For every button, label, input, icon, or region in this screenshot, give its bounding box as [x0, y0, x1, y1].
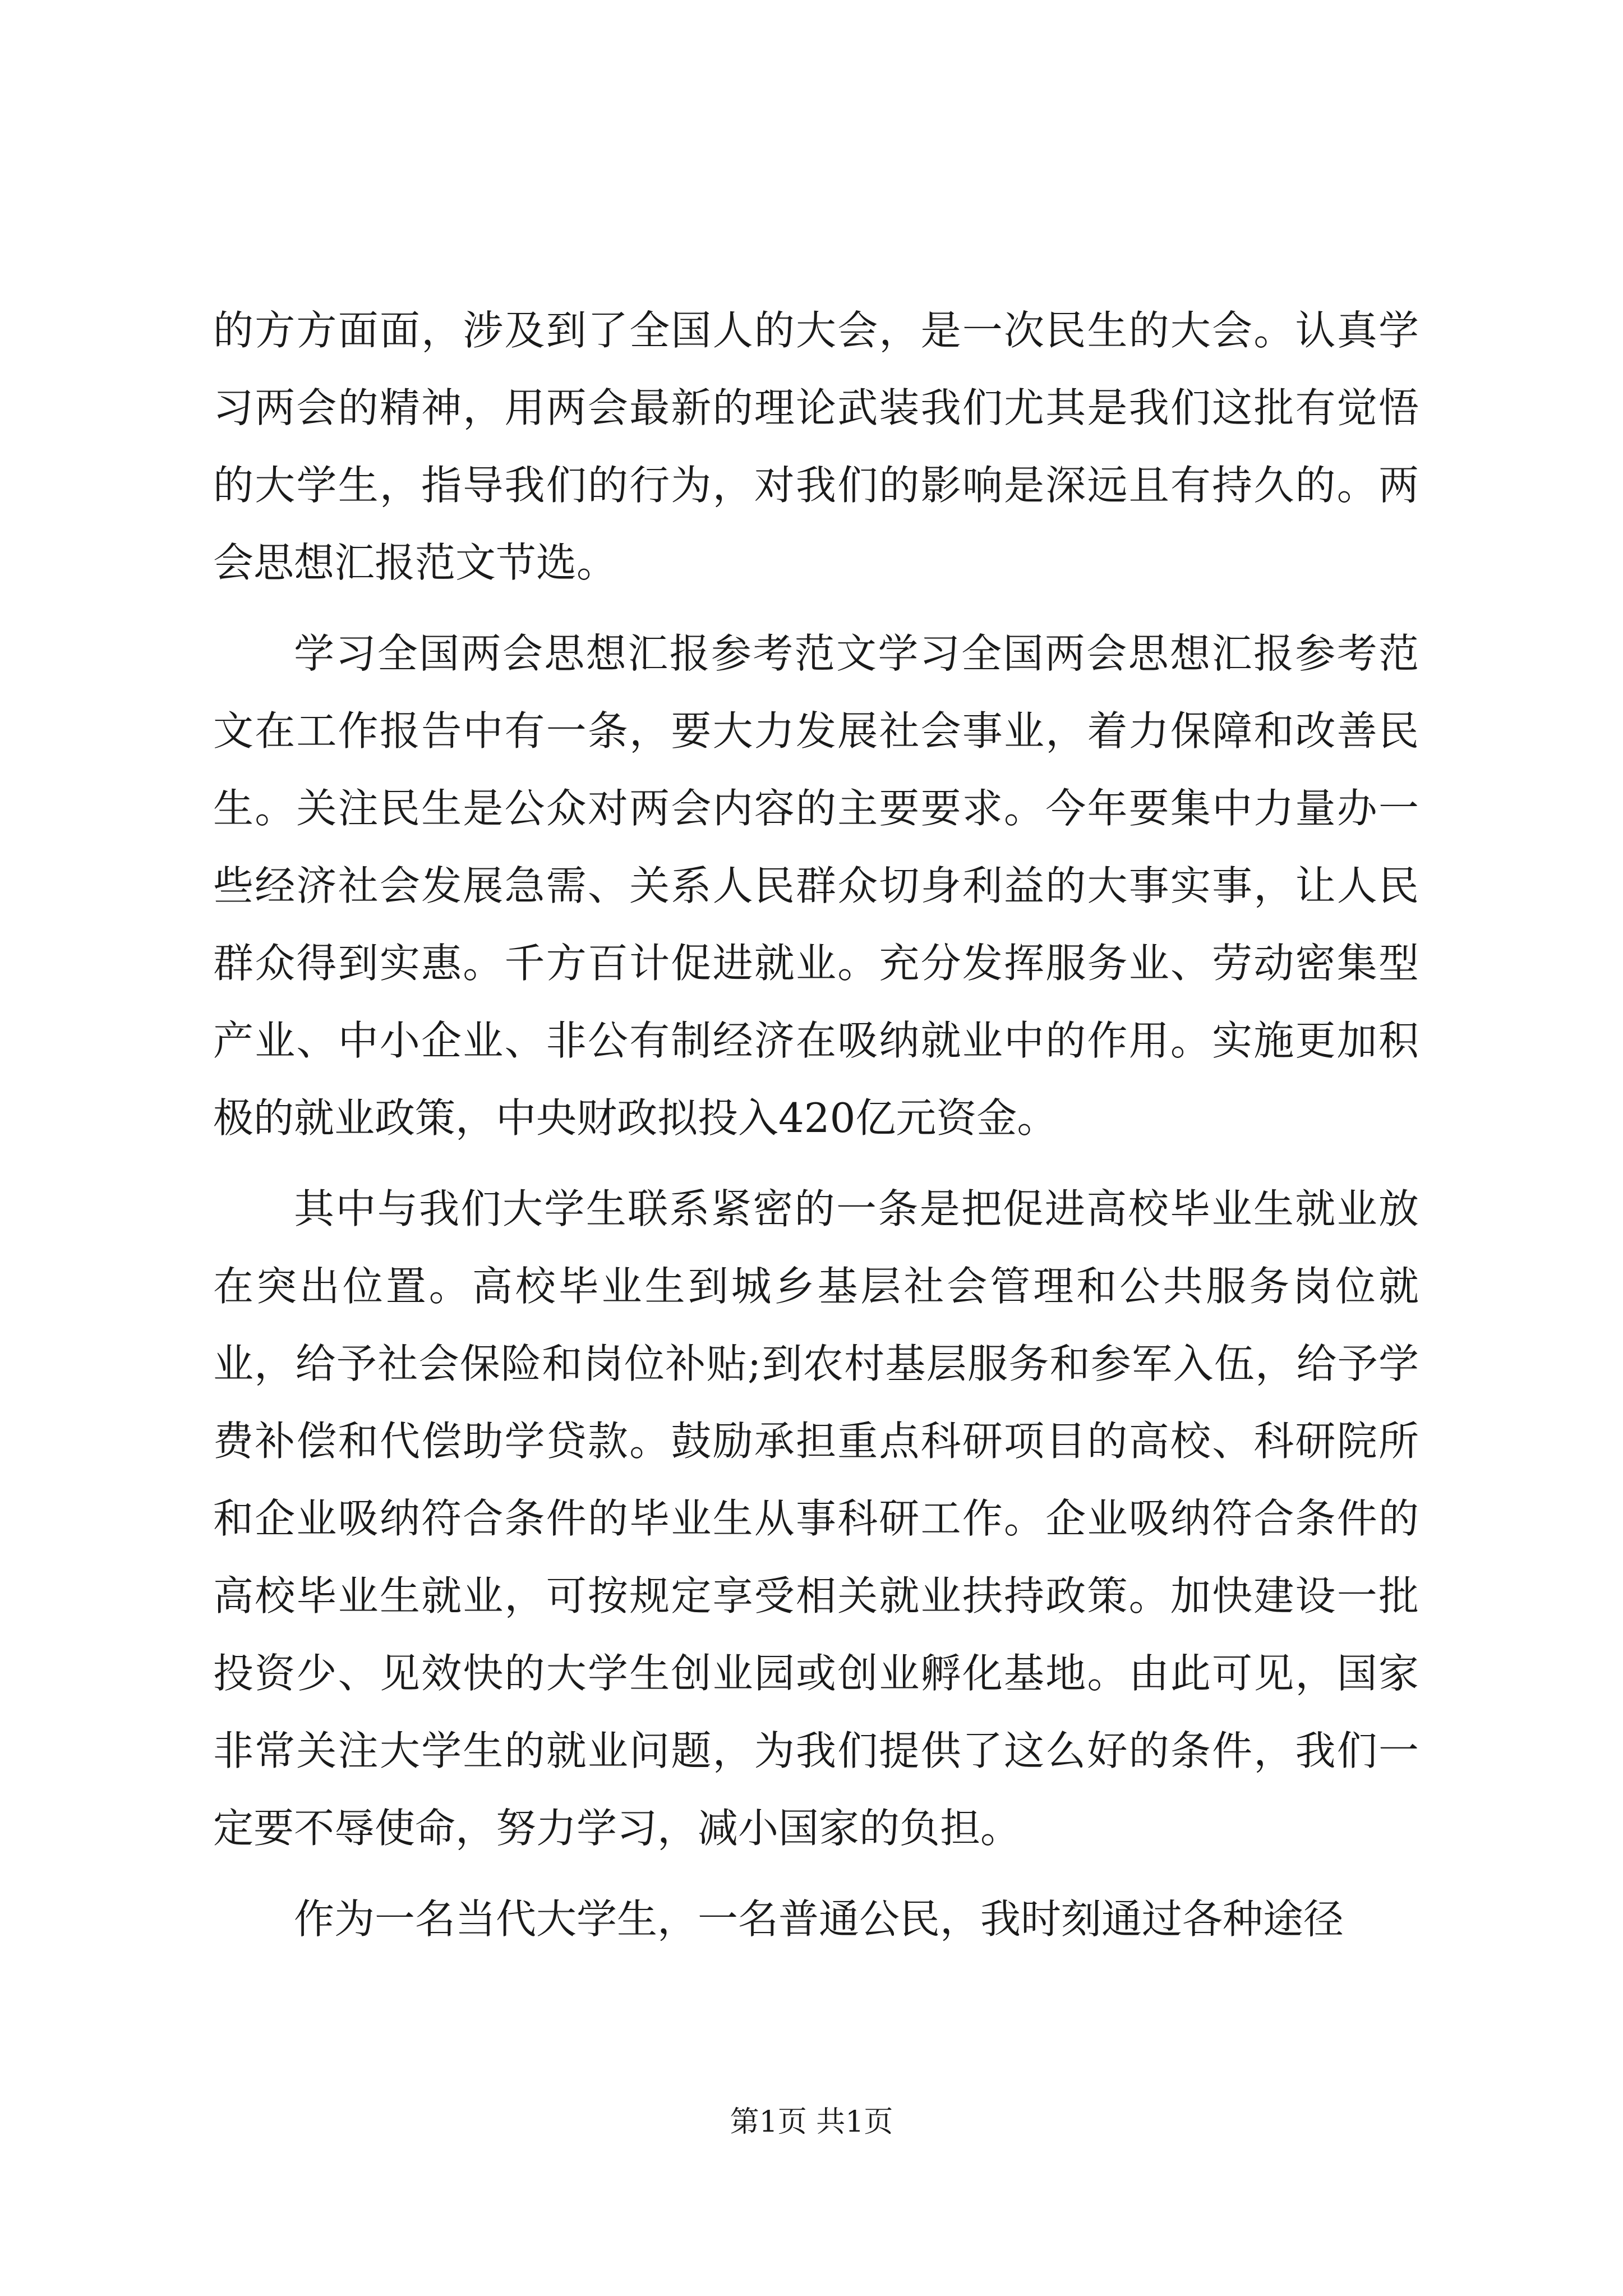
paragraph-2: 学习全国两会思想汇报参考范文学习全国两会思想汇报参考范文在工作报告中有一条，要大力发展社会事业，着力保障和改善民生。关注民生是公众对两会内容的主要要求。今年要集中力量办一些经济社会发展急需、关系人民群众切身利益的大事实事，让人民群众得到实惠。千方百计促进就业。充分发挥服务业、劳动密集型产业、中小企业、非公有制经济在吸纳就业中的作用。实施更加积极的就业政策，中央财政拟投入420亿元资金。 [213, 630, 1419, 1142]
paragraph-3: 其中与我们大学生联系紧密的一条是把促进高校毕业生就业放在突出位置。高校毕业生到城乡基层社会管理和公共服务岗位就业，给予社会保险和岗位补贴;到农村基层服务和参军入伍，给予学费补偿和代偿助学贷款。鼓励承担重点科研项目的高校、科研院所和企业吸纳符合条件的毕业生从事科研工作。企业吸纳符合条件的高校毕业生就业，可按规定享受相关就业扶持政策。加快建设一批投资少、见效快的大学生创业园或创业孵化基地。由此可见，国家非常关注大学生的就业问题，为我们提供了这么好的条件，我们一定要不辱使命，努力学习，减小国家的负担。 [213, 1185, 1419, 1852]
paragraph-1: 的方方面面，涉及到了全国人的大会，是一次民生的大会。认真学习两会的精神，用两会最新的理论武装我们尤其是我们这批有觉悟的大学生，指导我们的行为，对我们的影响是深远且有持久的。两会思想汇报范文节选。 [213, 307, 1419, 586]
document-body [213, 292, 1419, 1971]
paragraph-4: 作为一名当代大学生，一名普通公民，我时刻通过各种途径 [294, 1895, 1344, 1943]
page-footer: 第1页 共1页 [730, 2105, 893, 2139]
